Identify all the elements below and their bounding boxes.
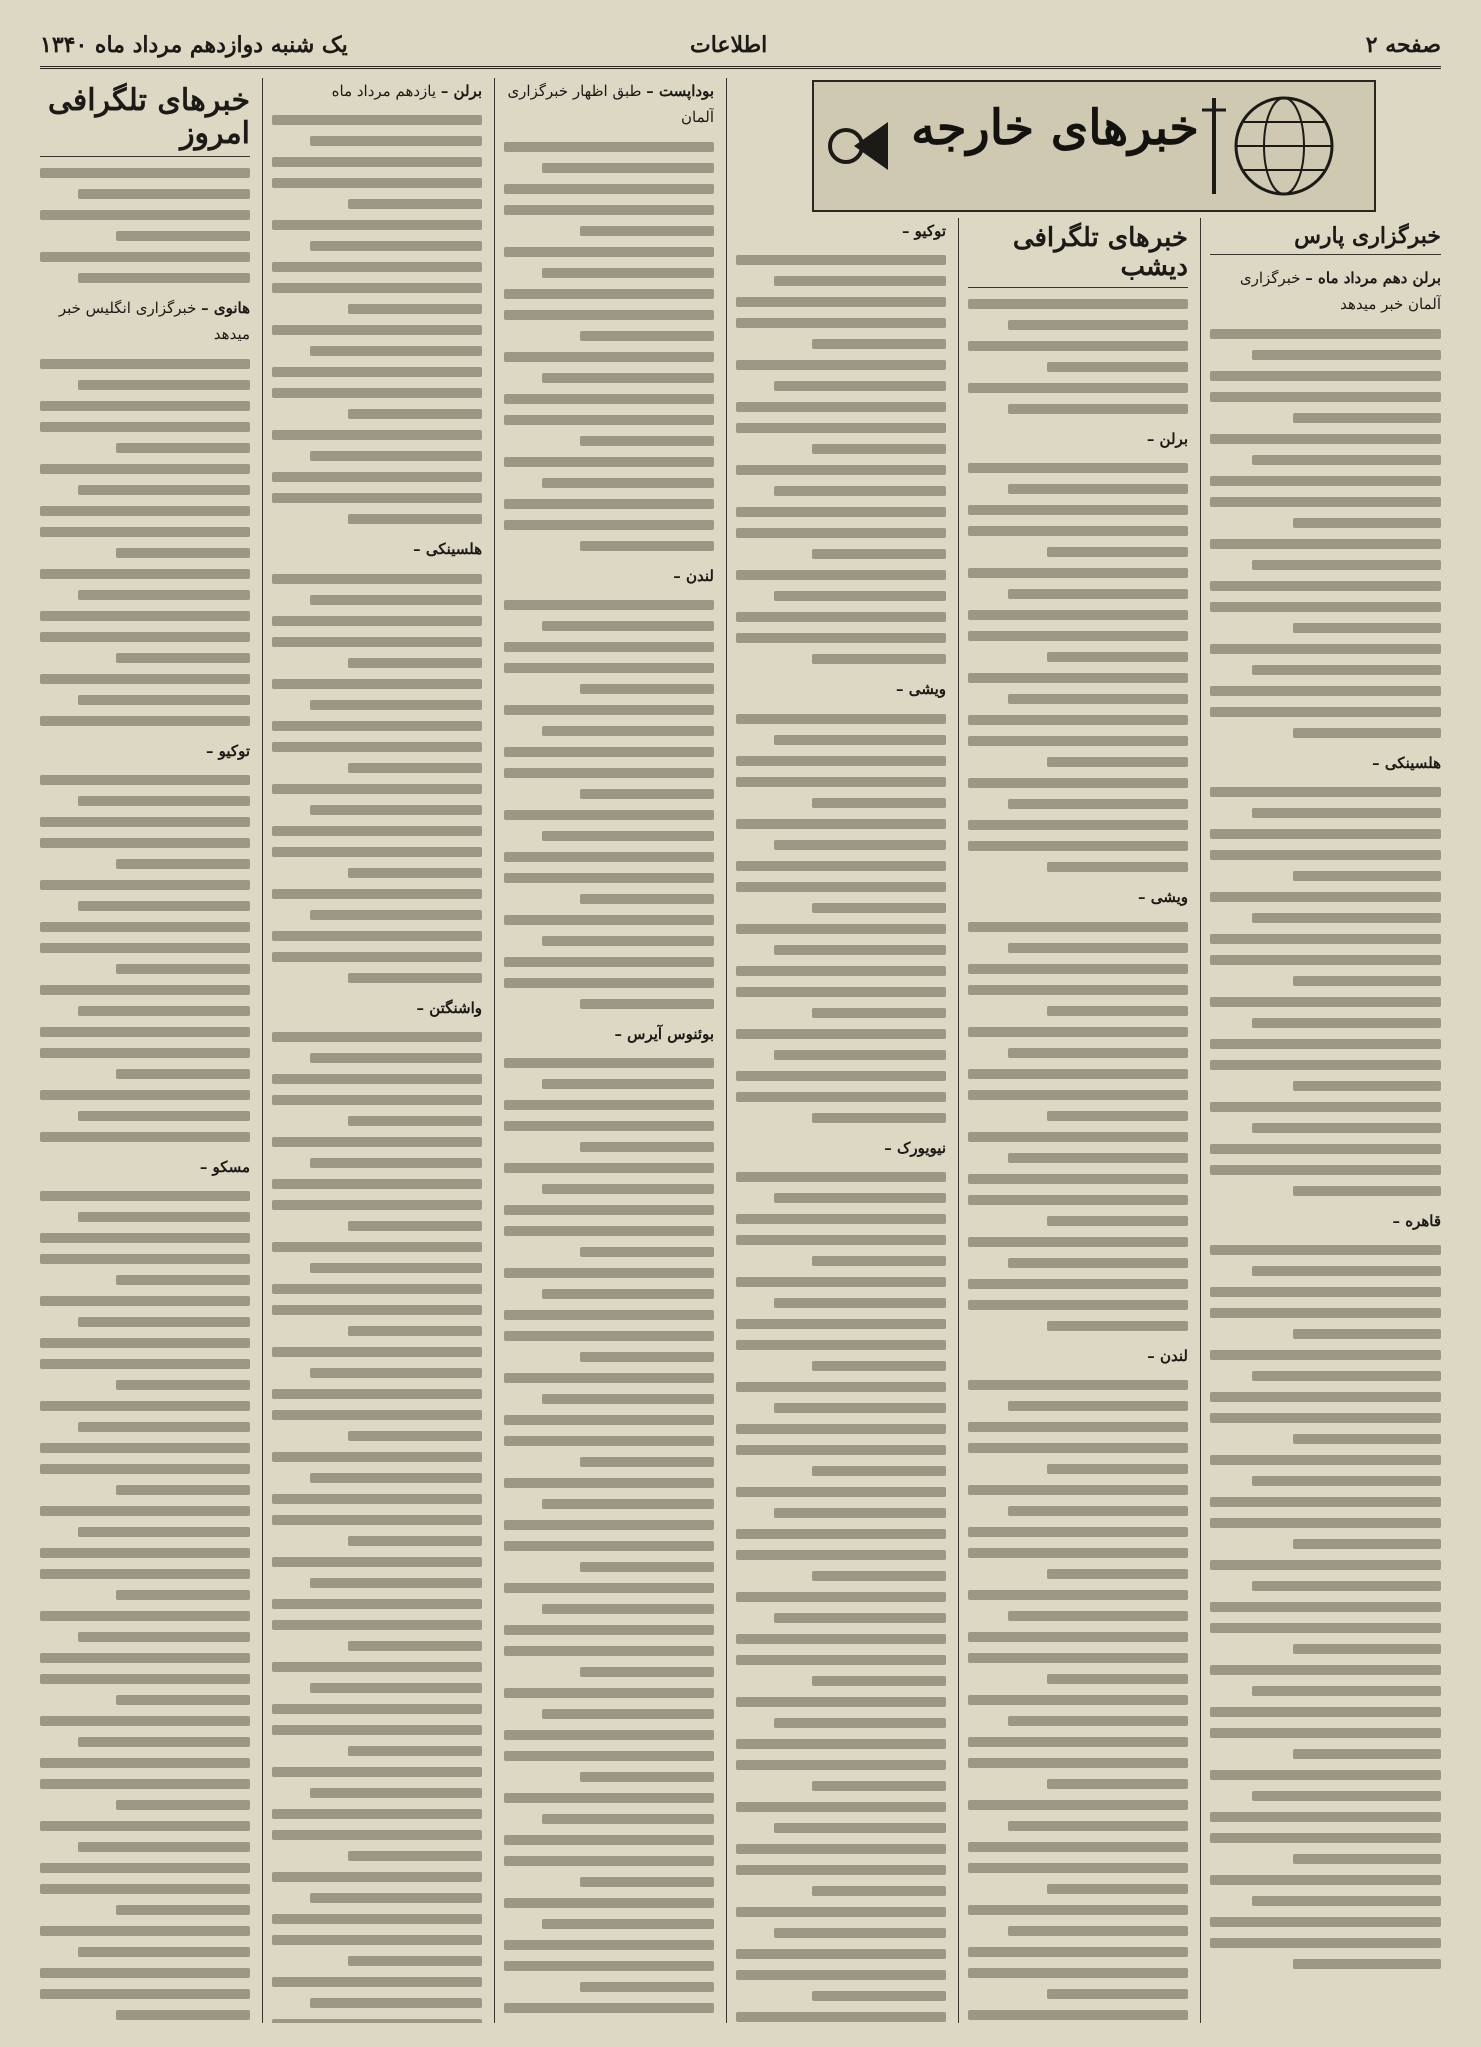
heading-last-night-telegraph: خبرهای تلگرافی دیشب	[968, 224, 1188, 288]
dispatch	[736, 676, 946, 702]
dispatch-lead: مسکو –	[199, 1157, 250, 1176]
dispatch-lead: بوداپست –	[646, 82, 714, 100]
body-text	[40, 168, 250, 283]
dispatch-lead: ویشی –	[1137, 888, 1188, 907]
date-line: یک شنبه دوازدهم مرداد ماه ۱۳۴۰	[40, 32, 348, 58]
column-left-2	[272, 78, 482, 2023]
dispatch	[1210, 1208, 1441, 1234]
body-text	[968, 922, 1188, 1331]
page-label: صفحه ۲	[1365, 32, 1441, 58]
column-rule	[958, 218, 959, 2023]
dispatch-lead: برلن دهم مرداد ماه –	[1305, 269, 1441, 288]
body-text	[504, 600, 714, 1009]
gramophone-horn-icon	[830, 122, 888, 170]
dispatch	[504, 1021, 714, 1047]
body-text	[272, 1032, 482, 2023]
body-text	[968, 463, 1188, 872]
foreign-news-emblem	[812, 80, 1376, 212]
dispatch-lead: بوئنوس آیرس –	[614, 1024, 714, 1043]
dispatch	[736, 218, 946, 244]
dispatch	[40, 738, 250, 764]
dispatch-lead: نیویورک –	[884, 1138, 946, 1157]
body-text	[1210, 1245, 1441, 1969]
dispatch	[272, 78, 482, 104]
dispatch-lead: برلن –	[440, 82, 482, 100]
dispatch	[504, 563, 714, 589]
dispatch	[1210, 750, 1441, 776]
dispatch-lead: لندن –	[673, 566, 714, 585]
dispatch	[968, 1343, 1188, 1369]
dispatch	[40, 295, 250, 348]
emblem-title: خبرهای خارجه	[911, 100, 1199, 156]
column-center	[504, 78, 714, 2023]
dispatch-lead: هلسینکی –	[413, 540, 482, 559]
heading-pars-news: خبرگزاری پارس	[1210, 224, 1441, 255]
dispatch	[504, 78, 714, 131]
dispatch-lead: هلسینکی –	[1372, 753, 1441, 772]
body-text	[272, 574, 482, 983]
body-text	[968, 1380, 1188, 2023]
heading-today-telegraph: خبرهای تلگرافی امروز	[40, 84, 250, 157]
globe-icon	[1236, 98, 1332, 194]
dispatch	[272, 536, 482, 562]
body-text	[736, 1172, 946, 2023]
column-left-1	[40, 78, 250, 2023]
column-rule	[726, 78, 727, 2023]
body-text	[504, 142, 714, 551]
dispatch-body: خبرگزاری انگلیس خبر میدهد	[58, 299, 250, 344]
dispatch-lead: ویشی –	[895, 680, 946, 699]
column-rule	[262, 78, 263, 2023]
column-right	[1210, 218, 1441, 2023]
column-rule	[1200, 218, 1201, 2023]
paper-name: اطلاعات	[690, 32, 768, 58]
body-text	[736, 714, 946, 1123]
body-text	[40, 1191, 250, 2020]
dispatch-lead: توکیو –	[205, 741, 250, 760]
dispatch	[736, 1135, 946, 1161]
dispatch-lead: لندن –	[1147, 1346, 1188, 1365]
column-rule	[494, 78, 495, 2023]
masthead	[40, 26, 1441, 69]
dispatch-body: یازدهم مرداد ماه	[331, 82, 437, 100]
dispatch-lead: برلن –	[1146, 430, 1188, 449]
dispatch	[968, 426, 1188, 452]
dispatch-lead: توکیو –	[901, 222, 946, 240]
dispatch	[40, 1154, 250, 1180]
column-right-wide	[968, 218, 1188, 2023]
dispatch-lead: قاهره –	[1392, 1211, 1441, 1230]
body-text	[40, 359, 250, 726]
dispatch	[1210, 265, 1441, 318]
body-text	[272, 115, 482, 524]
mast-icon	[1202, 98, 1226, 194]
column-right-center	[736, 218, 946, 2023]
dispatch	[968, 884, 1188, 910]
dispatch-lead: هانوی –	[201, 299, 250, 317]
dispatch	[272, 995, 482, 1021]
body-text	[736, 255, 946, 664]
body-text	[1210, 787, 1441, 1196]
dispatch-body: طبق اظهار خبرگزاری آلمان	[507, 82, 714, 127]
dispatch-lead: واشنگتن –	[416, 998, 482, 1017]
body-text	[40, 775, 250, 1142]
body-text	[1210, 329, 1441, 738]
body-text	[504, 1058, 714, 2023]
body-text	[968, 299, 1188, 414]
dispatch-body: خبرگزاری آلمان خبر میدهد	[1239, 269, 1441, 314]
